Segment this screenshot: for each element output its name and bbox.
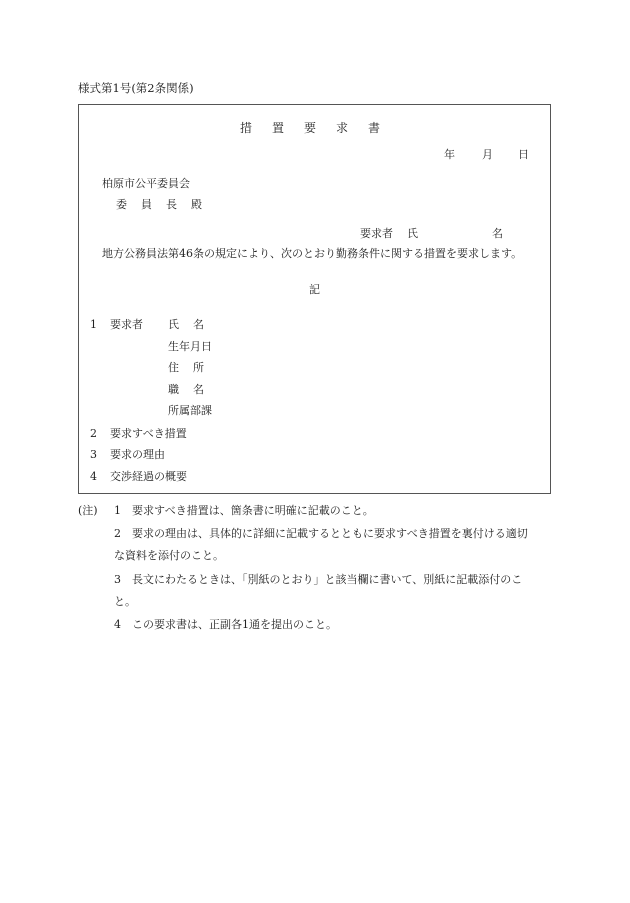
field-birthdate: 生年月日 <box>168 340 212 353</box>
note-text: 要求すべき措置は、箇条書に明確に記載のこと。 <box>132 504 374 517</box>
date-day-label: 日 <box>518 148 529 161</box>
item-label: 要求の理由 <box>110 448 165 461</box>
item-number: 4 <box>90 470 97 483</box>
field-address: 住所 <box>168 361 218 374</box>
form-number: 様式第1号(第2条関係) <box>78 81 194 95</box>
note-text-continued: と。 <box>114 595 136 608</box>
requester-name-right: 名 <box>492 227 503 240</box>
field-job-title: 職名 <box>168 383 218 396</box>
date-year-label: 年 <box>444 148 455 161</box>
note-number: 1 <box>114 504 121 517</box>
item-label: 要求すべき措置 <box>110 427 187 440</box>
requester-label: 要求者 <box>360 227 393 240</box>
note-text-continued: な資料を添付のこと。 <box>114 549 224 562</box>
date-month-label: 月 <box>482 148 493 161</box>
form-title: 措置要求書 <box>240 121 401 135</box>
requester-name-left: 氏 <box>407 227 418 240</box>
addressee-recipient: 委員長殿 <box>116 198 216 211</box>
item-number: 3 <box>90 448 97 461</box>
item-label: 要求者 <box>110 318 143 331</box>
item-number: 1 <box>90 318 97 331</box>
note-text: 長文にわたるときは、「別紙のとおり」と該当欄に書いて、別紙に記載添付のこ <box>132 573 523 586</box>
note-number: 4 <box>114 618 121 631</box>
statement-text: 地方公務員法第46条の規定により、次のとおり勤務条件に関する措置を要求します。 <box>102 247 523 260</box>
field-department: 所属部課 <box>168 404 212 417</box>
field-name: 氏名 <box>168 318 218 331</box>
note-number: 3 <box>114 573 121 586</box>
record-heading: 記 <box>309 283 320 296</box>
note-text: この要求書は、正副各1通を提出のこと。 <box>132 618 337 631</box>
item-label: 交渉経過の概要 <box>110 470 187 483</box>
item-number: 2 <box>90 427 97 440</box>
addressee-org: 柏原市公平委員会 <box>102 177 190 190</box>
note-text: 要求の理由は、具体的に詳細に記載するとともに要求すべき措置を裏付ける適切 <box>132 527 528 540</box>
note-number: 2 <box>114 527 121 540</box>
notes-label: (注) <box>78 504 98 517</box>
